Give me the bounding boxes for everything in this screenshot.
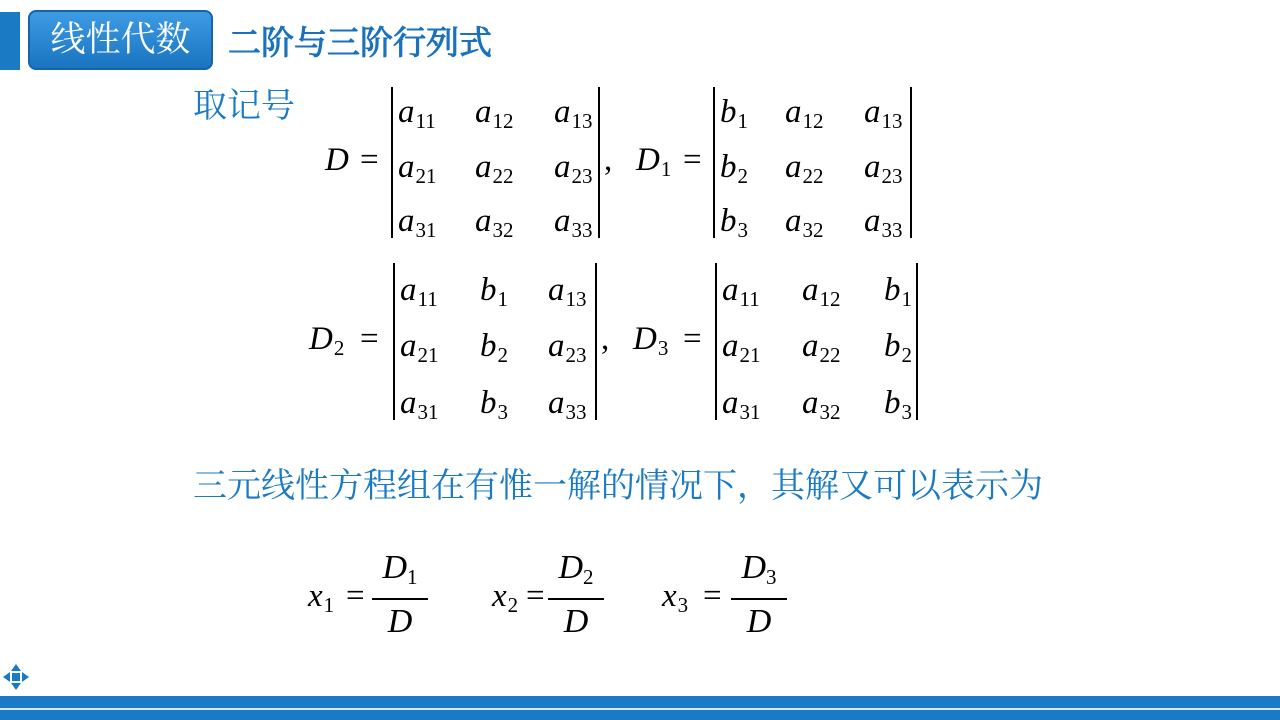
entry-index: 22 [802,164,824,188]
entry-symbol: a [802,272,819,308]
matrix-entry [400,326,439,375]
matrix-entry [884,383,912,432]
entry-symbol: b [480,328,497,364]
matrix-entry [802,383,841,432]
fraction-bar [372,598,428,600]
entry-index: 23 [571,164,593,188]
entry-index: 21 [739,343,761,367]
matrix-entry [785,147,824,196]
entry-symbol: a [398,203,415,239]
fraction-numerator: $D_1$ [382,549,418,589]
matrix-entry [720,92,748,141]
solution-var-x1: $x_1$ [308,578,335,617]
equals-sign: = [683,142,702,178]
matrix-entry [554,201,593,250]
matrix-entry [864,92,903,141]
entry-symbol: a [398,94,415,130]
entry-symbol: a [722,272,739,308]
fraction-denominator: D [387,603,413,640]
entry-symbol: a [554,94,571,130]
fraction-x3 [729,548,789,642]
entry-symbol: a [722,385,739,421]
entry-symbol: a [548,385,565,421]
entry-index: 32 [492,218,514,242]
equals-sign: = [526,578,545,614]
equals-sign: = [703,578,722,614]
entry-index: 33 [881,218,903,242]
left-accent-bar [0,12,20,70]
det-D-right-bar [598,87,600,238]
entry-symbol: a [864,203,881,239]
entry-symbol: a [864,149,881,185]
det-D1-left-bar [713,87,715,238]
entry-index: 1 [901,287,912,311]
entry-symbol: a [785,94,802,130]
matrix-entry [400,383,439,432]
entry-symbol: a [548,272,565,308]
entry-symbol: a [400,272,417,308]
fraction-bar [548,598,604,600]
matrix-entry [475,147,514,196]
solution-var-x2: $x_2$ [492,578,519,617]
entry-index: 11 [739,287,760,311]
entry-symbol: a [802,385,819,421]
entry-index: 22 [819,343,841,367]
matrix-entry [548,383,587,432]
equals-sign: = [683,321,702,357]
matrix-entry [722,326,761,375]
entry-symbol: a [722,328,739,364]
entry-index: 31 [739,400,761,424]
fraction-denominator: D [563,603,589,640]
entry-symbol: a [785,203,802,239]
entry-index: 21 [415,164,437,188]
det-D-left-bar [391,87,393,238]
entry-index: 13 [881,109,903,133]
det-D1-right-bar [910,87,912,238]
statement-text: 三元线性方程组在有惟一解的情况下，其解又可以表示为 [193,466,1043,506]
entry-index: 13 [571,109,593,133]
entry-symbol: b [884,272,901,308]
entry-symbol: b [720,149,737,185]
matrix-entry [548,270,587,319]
entry-index: 3 [497,400,508,424]
matrix-entry [720,201,748,250]
entry-index: 1 [497,287,508,311]
entry-symbol: a [400,328,417,364]
det-D3-left-bar [715,263,717,420]
det-D2-left-bar [393,263,395,420]
entry-symbol: b [884,385,901,421]
det-D2-right-bar [595,263,597,420]
matrix-entry [400,270,438,319]
matrix-entry [722,270,760,319]
matrix-entry [722,383,761,432]
entry-symbol: a [475,203,492,239]
entry-symbol: a [475,149,492,185]
matrix-entry [554,147,593,196]
entry-index: 33 [571,218,593,242]
entry-symbol: a [864,94,881,130]
entry-index: 32 [819,400,841,424]
entry-index: 1 [737,109,748,133]
matrix-entry [720,147,748,196]
entry-symbol: a [475,94,492,130]
navigation-arrows-icon[interactable] [0,661,32,693]
entry-index: 3 [737,218,748,242]
matrix-entry [864,201,903,250]
matrix-entry [785,92,824,141]
comma: , [601,321,610,357]
entry-symbol: b [884,328,901,364]
matrix-entry [864,147,903,196]
entry-index: 11 [417,287,438,311]
entry-index: 13 [565,287,587,311]
entry-index: 12 [802,109,824,133]
entry-symbol: a [802,328,819,364]
equals-sign: = [360,142,379,178]
entry-index: 3 [901,400,912,424]
fraction-denominator: D [746,603,772,640]
entry-index: 11 [415,109,436,133]
matrix-entry [480,270,508,319]
matrix-entry [475,92,514,141]
entry-index: 2 [737,164,748,188]
entry-symbol: a [554,203,571,239]
entry-index: 12 [819,287,841,311]
equals-sign: = [346,578,365,614]
matrix-entry [802,326,841,375]
course-tag: 线性代数 [28,10,213,70]
fraction-numerator: $D_3$ [741,549,777,589]
entry-index: 32 [802,218,824,242]
fraction-bar [731,598,787,600]
comma: , [604,142,613,178]
matrix-entry [884,326,912,375]
det-D2-name: $D_2$ [309,321,345,360]
entry-symbol: a [548,328,565,364]
matrix-entry [884,270,912,319]
solution-var-x3: $x_3$ [662,578,689,617]
entry-index: 21 [417,343,439,367]
matrix-entry [398,92,436,141]
det-D3-right-bar [916,263,918,420]
entry-index: 33 [565,400,587,424]
entry-index: 23 [881,164,903,188]
det-D3-name: $D_3$ [633,321,669,360]
matrix-entry [785,201,824,250]
entry-index: 2 [497,343,508,367]
matrix-entry [480,326,508,375]
entry-index: 31 [417,400,439,424]
entry-symbol: a [398,149,415,185]
entry-symbol: b [720,203,737,239]
entry-index: 31 [415,218,437,242]
matrix-entry [475,201,514,250]
matrix-entry [398,201,437,250]
entry-index: 2 [901,343,912,367]
notation-label: 取记号 [193,86,295,126]
footer-highlight-line [0,708,1280,710]
entry-index: 22 [492,164,514,188]
entry-symbol: b [480,272,497,308]
fraction-x2 [546,548,606,642]
entry-index: 12 [492,109,514,133]
matrix-entry [398,147,437,196]
fraction-x1 [370,548,430,642]
det-D1-name: $D_1$ [636,142,672,181]
matrix-entry [480,383,508,432]
matrix-entry [554,92,593,141]
matrix-entry [548,326,587,375]
equals-sign: = [360,321,379,357]
det-D-name: D [325,142,349,178]
entry-index: 23 [565,343,587,367]
entry-symbol: a [785,149,802,185]
entry-symbol: a [400,385,417,421]
fraction-numerator: $D_2$ [558,549,594,589]
page-title: 二阶与三阶行列式 [228,23,492,62]
entry-symbol: b [720,94,737,130]
entry-symbol: a [554,149,571,185]
matrix-entry [802,270,841,319]
entry-symbol: b [480,385,497,421]
